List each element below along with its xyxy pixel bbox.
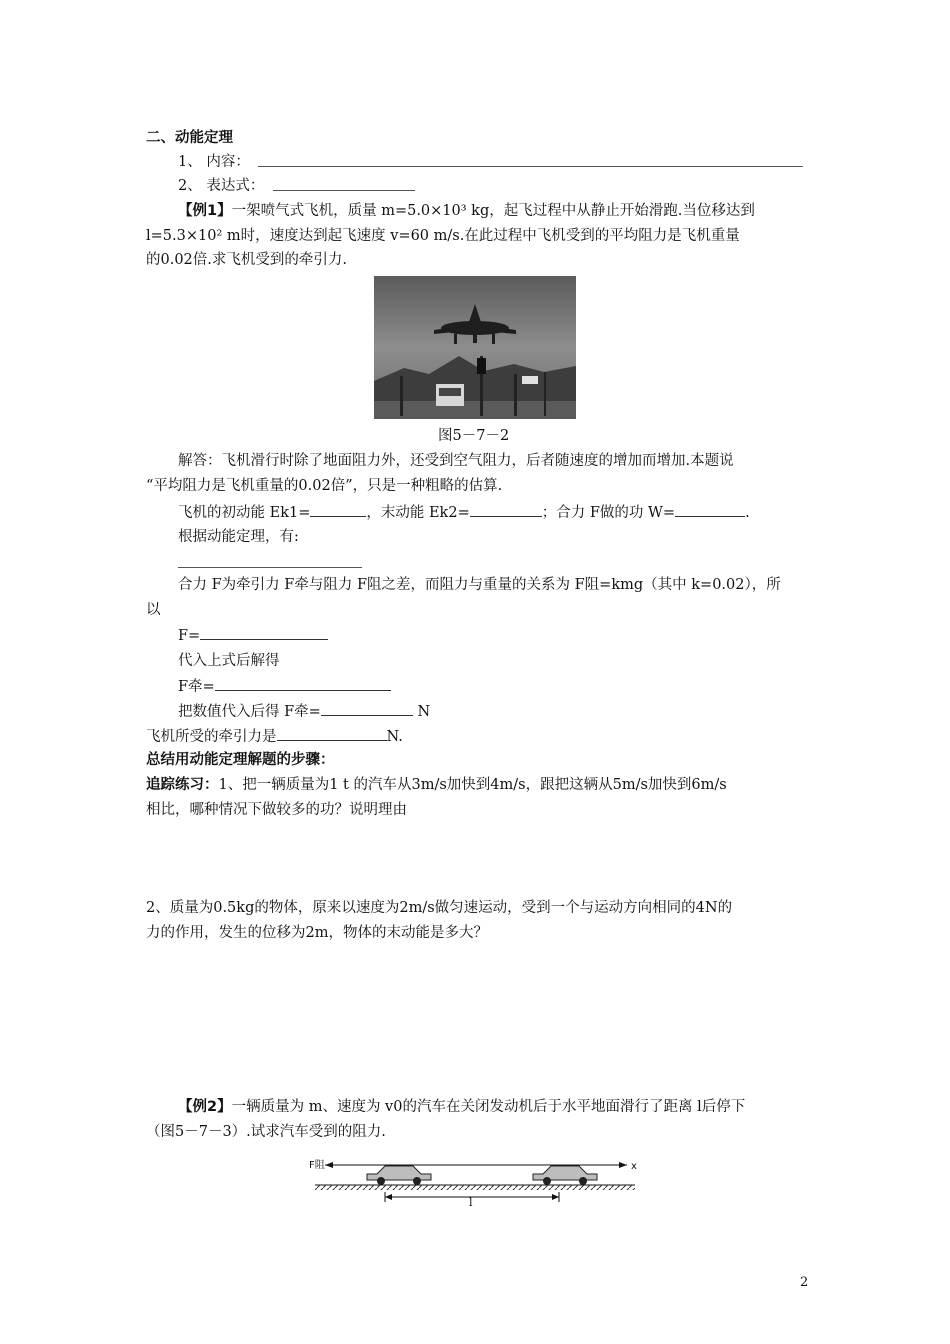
result-label: 飞机所受的牵引力是 [146,729,277,745]
example1-line3: 的0.02倍.求飞机受到的牵引力. [146,252,348,268]
f-equation-line [178,625,328,646]
example2-line2: （图5－7－3）.试求汽车受到的阻力. [146,1124,386,1140]
summary-heading: 总结用动能定理解题的步骤： [146,752,335,768]
force-line2: 以 [146,602,161,618]
work-blank[interactable] [675,502,745,517]
solution-line2: “平均阻力是飞机重量的0.02倍”，只是一种粗略的估算. [146,478,503,494]
practice-label: 追踪练习： [146,777,219,793]
figure-caption: 图5－7－2 [438,428,510,444]
theorem-blank[interactable] [178,567,362,568]
result-blank[interactable] [277,726,387,741]
final-ke-label: ，末动能 Ek2= [366,505,470,521]
result-line [146,726,403,747]
initial-ke-blank[interactable] [310,502,366,517]
page-number: 2 [800,1275,809,1290]
practice-q1-line2: 相比，哪种情况下做较多的功？说明理由 [146,802,407,818]
section-title: 二、动能定理 [146,130,233,146]
substitute-line: 代入上式后解得 [178,653,280,669]
f-qian-blank[interactable] [215,676,391,691]
numeric-blank[interactable] [321,701,413,716]
example1-line2: l=5.3×10² m时，速度达到起飞速度 v=60 m/s.在此过程中飞机受到的平均阻力是飞机重量 [146,228,740,244]
f-qian-line [178,676,391,697]
example1-line1 [178,201,755,221]
example1-text1: 一架喷气式飞机，质量 m=5.0×10³ kg，起飞过程中从静止开始滑跑.当位移达到 [231,203,755,219]
content-label: 1、 内容： [178,154,250,170]
f-qian-label: F牵= [178,679,215,695]
f-equation-label: F= [178,628,201,644]
expression-label: 2、 表达式： [178,178,265,194]
content-blank[interactable] [258,166,803,167]
expression-blank[interactable] [273,190,415,191]
practice-q1-text: 1、把一辆质量为1 t 的汽车从3m/s加快到4m/s，跟把这辆从5m/s加快到6m/s [218,777,727,793]
numeric-label: 把数值代入后得 F牵= [178,704,321,720]
distance-label: l [469,1196,473,1208]
numeric-unit: N [417,704,431,720]
practice-q1-line1 [146,775,727,795]
car-left-icon [367,1166,431,1185]
result-unit: N. [386,729,403,745]
final-ke-blank[interactable] [470,502,542,517]
numeric-line [178,701,430,722]
car-sliding-diagram [305,1152,645,1208]
kinetic-energy-line [178,502,750,523]
example2-line1 [178,1097,745,1117]
example1-tag: 【例1】 [178,203,232,219]
car-right-icon [533,1166,597,1185]
practice-q2-line1: 2、质量为0.5kg的物体，原来以速度为2m/s做匀速运动，受到一个与运动方向相同的4N的 [146,900,733,916]
initial-ke-label: 飞机的初动能 Ek1= [178,505,311,521]
work-label: ；合力 F做的功 W= [541,505,676,521]
example2-tag: 【例2】 [178,1099,232,1115]
airplane-photo [374,276,576,419]
friction-force-label: F阻 [309,1160,325,1171]
theorem-line: 根据动能定理，有: [178,529,299,545]
f-equation-blank[interactable] [200,625,328,640]
solution-line1: 解答：飞机滑行时除了地面阻力外，还受到空气阻力，后者随速度的增加而增加.本题说 [178,453,734,469]
practice-q2-line2: 力的作用，发生的位移为2m，物体的末动能是多大？ [146,925,488,941]
x-axis-label: x [631,1161,637,1172]
example2-text1: 一辆质量为 m、速度为 v0的汽车在关闭发动机后于水平地面滑行了距离 l后停下 [231,1099,746,1115]
force-line1: 合力 F为牵引力 F牵与阻力 F阻之差，而阻力与重量的关系为 F阻=kmg（其中 k=0.02），所 [178,577,781,593]
period: . [745,505,750,521]
